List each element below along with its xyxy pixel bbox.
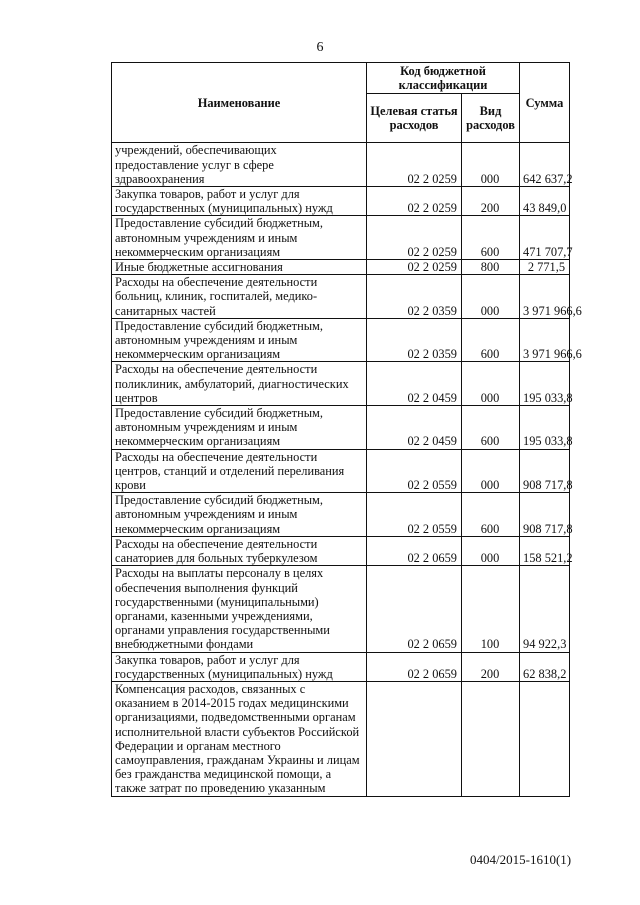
row-amount: 43 849,0	[520, 187, 570, 216]
row-target-code: 02 2 0459	[367, 362, 462, 406]
table-row	[112, 362, 570, 406]
row-target-code: 02 2 0659	[367, 652, 462, 681]
row-expense-kind: 600	[462, 406, 520, 450]
row-expense-kind: 000	[462, 143, 520, 187]
row-target-code: 02 2 0459	[367, 406, 462, 450]
row-expense-kind: 000	[462, 449, 520, 493]
page-number: 6	[316, 40, 324, 55]
table-row	[112, 566, 570, 652]
table-row	[112, 536, 570, 565]
row-target-code: 02 2 0259	[367, 216, 462, 260]
row-amount: 94 922,3	[520, 566, 570, 652]
row-target-code: 02 2 0359	[367, 318, 462, 362]
row-expense-kind	[462, 681, 520, 796]
table-row	[112, 652, 570, 681]
row-target-code	[367, 681, 462, 796]
table-row	[112, 449, 570, 493]
row-amount: 158 521,2	[520, 536, 570, 565]
header-target: Целевая статья расходов	[367, 94, 462, 143]
row-amount: 62 838,2	[520, 652, 570, 681]
row-name: Предоставление субсидий бюджетным, автономным учреждениям и иным некоммерческим организациям	[112, 318, 367, 362]
row-name: Предоставление субсидий бюджетным, автономным учреждениям и иным некоммерческим организациям	[112, 216, 367, 260]
row-target-code: 02 2 0259	[367, 187, 462, 216]
row-amount: 195 033,8	[520, 362, 570, 406]
row-expense-kind: 200	[462, 652, 520, 681]
row-name: Компенсация расходов, связанных с оказанием в 2014-2015 годах медицинскими организациями, подведомственными органам исполнительной власти субъектов Российской Федерации и органам местного самоуправления, гражданам Украины и лицам без гражданства медицинской помощи, а также затрат по проведению указанным	[112, 681, 367, 796]
header-name: Наименование	[112, 63, 367, 143]
row-amount: 195 033,8	[520, 406, 570, 450]
table-row	[112, 260, 570, 275]
budget-table	[111, 62, 582, 797]
table-row	[112, 406, 570, 450]
row-expense-kind: 600	[462, 318, 520, 362]
table-row	[112, 143, 570, 187]
row-amount: 3 971 966,6	[520, 318, 570, 362]
row-expense-kind: 000	[462, 536, 520, 565]
row-target-code: 02 2 0359	[367, 275, 462, 319]
row-name: Предоставление субсидий бюджетным, автономным учреждениям и иным некоммерческим организациям	[112, 406, 367, 450]
row-name: Закупка товаров, работ и услуг для государственных (муниципальных) нужд	[112, 187, 367, 216]
row-name: Расходы на обеспечение деятельности поликлиник, амбулаторий, диагностических центров	[112, 362, 367, 406]
row-amount: 471 707,7	[520, 216, 570, 260]
header-code-group: Код бюджетной классификации	[367, 63, 520, 94]
table-body	[112, 143, 582, 796]
table-row	[112, 275, 570, 319]
document-id: 0404/2015-1610(1)	[470, 852, 572, 867]
row-amount: 908 717,8	[520, 493, 570, 537]
header-amount: Сумма	[520, 63, 570, 143]
row-name: Расходы на выплаты персоналу в целях обеспечения выполнения функций государственными (муниципальными) органами, казенными учреждениями, органами управления государственными внебюджетными фондами	[112, 566, 367, 652]
row-target-code: 02 2 0559	[367, 449, 462, 493]
row-name: Предоставление субсидий бюджетным, автономным учреждениям и иным некоммерческим организациям	[112, 493, 367, 537]
row-target-code: 02 2 0559	[367, 493, 462, 537]
row-expense-kind: 200	[462, 187, 520, 216]
row-amount: 908 717,8	[520, 449, 570, 493]
row-expense-kind: 600	[462, 216, 520, 260]
row-name: Расходы на обеспечение деятельности центров, станций и отделений переливания крови	[112, 449, 367, 493]
row-amount	[520, 681, 570, 796]
row-expense-kind: 800	[462, 260, 520, 275]
row-target-code: 02 2 0659	[367, 536, 462, 565]
table-header	[112, 63, 570, 143]
table-row	[112, 681, 570, 796]
row-target-code: 02 2 0259	[367, 260, 462, 275]
row-amount: 2 771,5	[520, 260, 570, 275]
row-name: Расходы на обеспечение деятельности больниц, клиник, госпиталей, медико-санитарных частей	[112, 275, 367, 319]
row-expense-kind: 100	[462, 566, 520, 652]
row-target-code: 02 2 0259	[367, 143, 462, 187]
row-amount: 3 971 966,6	[520, 275, 570, 319]
row-name: Расходы на обеспечение деятельности санаториев для больных туберкулезом	[112, 536, 367, 565]
row-name: Закупка товаров, работ и услуг для государственных (муниципальных) нужд	[112, 652, 367, 681]
row-expense-kind: 600	[462, 493, 520, 537]
row-target-code: 02 2 0659	[367, 566, 462, 652]
header-kind: Вид расходов	[462, 94, 520, 143]
table-row	[112, 318, 570, 362]
table-row	[112, 493, 570, 537]
row-expense-kind: 000	[462, 362, 520, 406]
row-amount: 642 637,2	[520, 143, 570, 187]
row-expense-kind: 000	[462, 275, 520, 319]
row-name: учреждений, обеспечивающих предоставление услуг в сфере здравоохранения	[112, 143, 367, 187]
table-row	[112, 216, 570, 260]
row-name: Иные бюджетные ассигнования	[112, 260, 367, 275]
table-row	[112, 187, 570, 216]
